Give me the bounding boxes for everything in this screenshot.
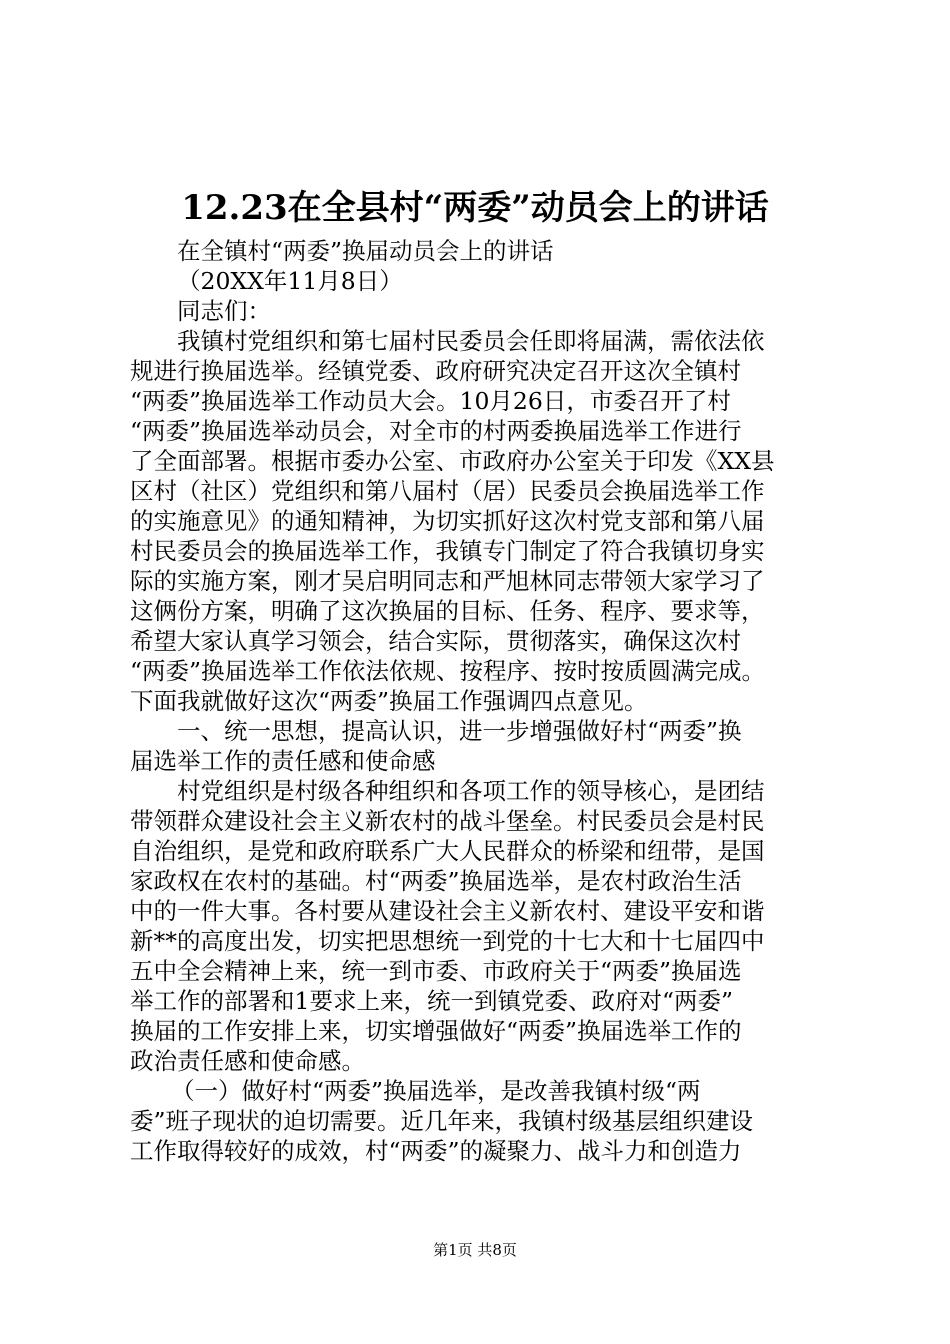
paragraph-line: 的实施意见》的通知精神，为切实抓好这次村党支部和第八届 [130, 507, 765, 535]
paragraph-line: 工作取得较好的成效，村“两委”的凝聚力、战斗力和创造力 [130, 1137, 742, 1165]
paragraph-line: “两委”换届选举工作依法依规、按程序、按时按质圆满完成。 [130, 657, 766, 685]
paragraph-line: 了全面部署。根据市委办公室、市政府办公室关于印发《XX县 [130, 447, 775, 475]
paragraph-line: “两委”换届选举动员会，对全市的村两委换届选举工作进行 [130, 417, 742, 445]
paragraph-line: 五中全会精神上来，统一到市委、市政府关于“两委”换届选 [130, 957, 742, 985]
paragraph-line: 村民委员会的换届选举工作，我镇专门制定了符合我镇切身实 [130, 537, 765, 565]
paragraph-line: 这俩份方案，明确了这次换届的目标、任务、程序、要求等， [130, 597, 765, 625]
paragraph-line: 我镇村党组织和第七届村民委员会任即将届满，需依法依 [177, 327, 765, 355]
paragraph-line: 际的实施方案，刚才吴启明同志和严旭林同志带领大家学习了 [130, 567, 765, 595]
paragraph-line: 中的一件大事。各村要从建设社会主义新农村、建设平安和谐 [130, 897, 765, 925]
paragraph-line: 委”班子现状的迫切需要。近几年来，我镇村级基层组织建设 [130, 1107, 754, 1135]
document-body [130, 236, 830, 1166]
paragraph-line: 新**的高度出发，切实把思想统一到党的十七大和十七届四中 [130, 927, 765, 955]
salutation-line: 同志们： [177, 297, 271, 325]
section-heading-line: 届选举工作的责任感和使命感 [130, 747, 436, 775]
page-number-footer: 第1页 共8页 [433, 1241, 517, 1259]
section-heading-line: 一、统一思想，提高认识，进一步增强做好村“两委”换 [177, 717, 742, 745]
paragraph-line: 举工作的部署和1要求上来，统一到镇党委、政府对“两委” [130, 987, 733, 1015]
paragraph-line: 希望大家认真学习领会，结合实际，贯彻落实，确保这次村 [130, 627, 741, 655]
paragraph-line: 区村（社区）党组织和第八届村（居）民委员会换届选举工作 [130, 477, 765, 505]
paragraph-line: 规进行换届选举。经镇党委、政府研究决定召开这次全镇村 [130, 357, 741, 385]
date-line: （20XX年11月8日） [177, 267, 403, 295]
paragraph-line: 村党组织是村级各种组织和各项工作的领导核心，是团结 [177, 777, 765, 805]
subtitle-line: 在全镇村“两委”换届动员会上的讲话 [177, 237, 554, 265]
paragraph-line: 换届的工作安排上来，切实增强做好“两委”换届选举工作的 [130, 1017, 742, 1045]
paragraph-line: “两委”换届选举工作动员大会。10月26日，市委召开了村 [130, 387, 731, 415]
paragraph-line: 家政权在农村的基础。村“两委”换届选举，是农村政治生活 [130, 867, 742, 895]
document-title: 12.23在全县村“两委”动员会上的讲话 [181, 188, 769, 228]
subsection-line: （一）做好村“两委”换届选举，是改善我镇村级“两 [171, 1077, 701, 1105]
paragraph-line: 自治组织，是党和政府联系广大人民群众的桥梁和纽带，是国 [130, 837, 765, 865]
paragraph-line: 政治责任感和使命感。 [130, 1047, 365, 1075]
paragraph-line: 下面我就做好这次“两委”换届工作强调四点意见。 [130, 687, 648, 715]
paragraph-line: 带领群众建设社会主义新农村的战斗堡垒。村民委员会是村民 [130, 807, 765, 835]
